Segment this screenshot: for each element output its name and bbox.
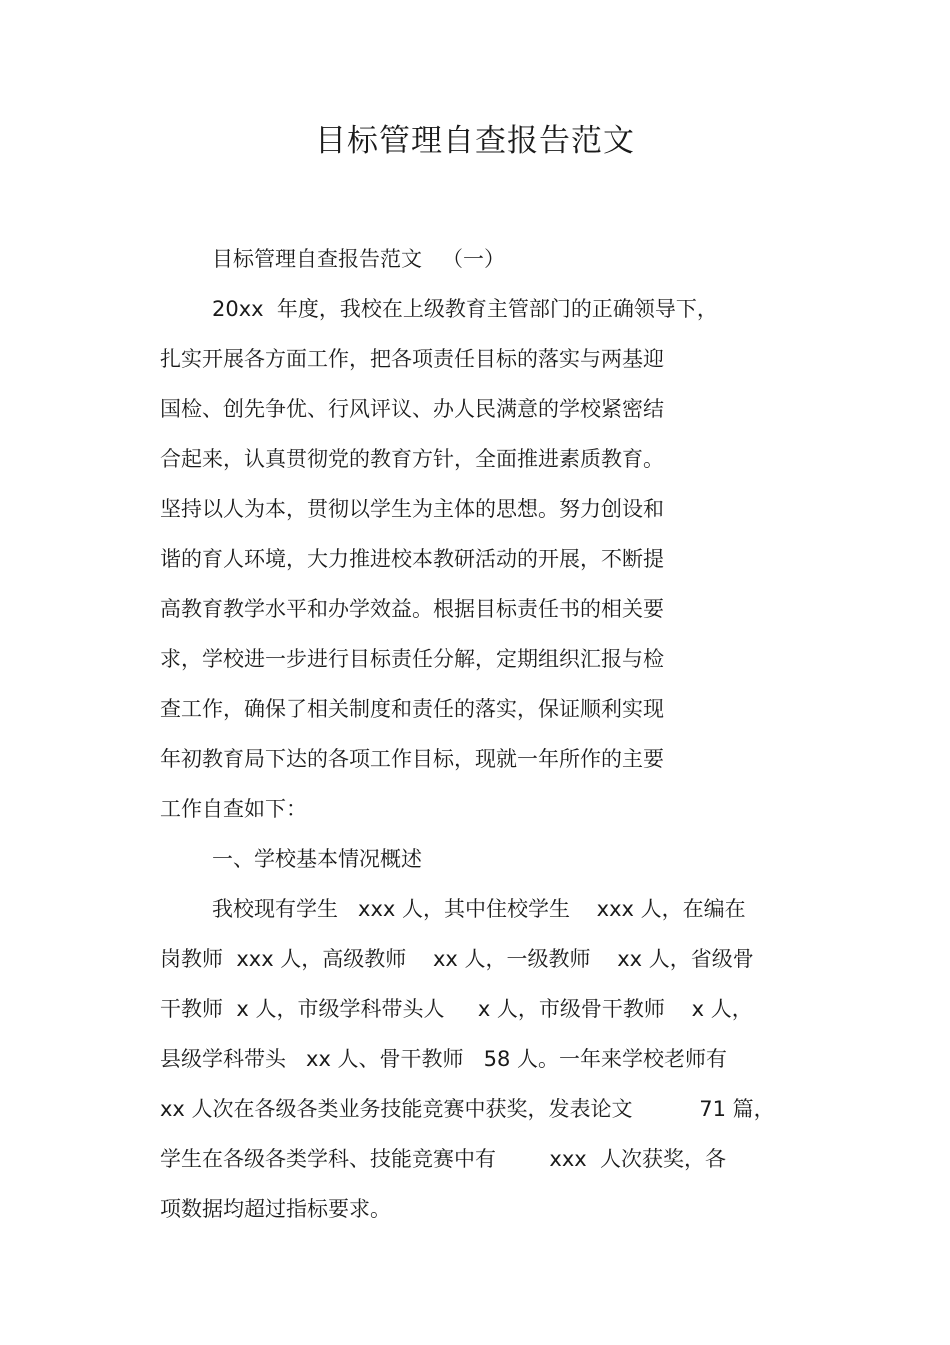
section-heading-school-overview: 一、学校基本情况概述: [212, 847, 422, 871]
paragraph-line: 学生在各级各类学科、技能竞赛中有 xxx 人次获奖，各: [160, 1147, 727, 1171]
paragraph-line: 县级学科带头 xx 人、骨干教师 58 人。一年来学校老师有: [160, 1047, 727, 1071]
paragraph-line: 坚持以人为本，贯彻以学生为主体的思想。努力创设和: [160, 497, 664, 521]
paragraph-line: 国检、创先争优、行风评议、办人民满意的学校紧密结: [160, 397, 664, 421]
paragraph-line: 年初教育局下达的各项工作目标，现就一年所作的主要: [160, 747, 664, 771]
paragraph-line: 谐的育人环境，大力推进校本教研活动的开展，不断提: [160, 547, 664, 571]
paragraph-line: 岗教师 xxx 人，高级教师 xx 人，一级教师 xx 人，省级骨: [160, 947, 754, 971]
paragraph-line: 高教育教学水平和办学效益。根据目标责任书的相关要: [160, 597, 664, 621]
paragraph-line: 工作自查如下：: [160, 797, 307, 821]
paragraph-line: 求，学校进一步进行目标责任分解，定期组织汇报与检: [160, 647, 664, 671]
paragraph-line: 20xx 年度，我校在上级教育主管部门的正确领导下，: [212, 297, 718, 321]
document-title: 目标管理自查报告范文: [315, 123, 635, 159]
paragraph-line: 合起来，认真贯彻党的教育方针，全面推进素质教育。: [160, 447, 664, 471]
paragraph-line: 我校现有学生 xxx 人，其中住校学生 xxx 人，在编在: [212, 897, 746, 921]
paragraph-line: 查工作，确保了相关制度和责任的落实，保证顺利实现: [160, 697, 664, 721]
paragraph-line: xx 人次在各级各类业务技能竞赛中获奖，发表论文 71 篇，: [160, 1097, 775, 1121]
section-heading-part-one: 目标管理自查报告范文 （一）: [212, 247, 506, 271]
paragraph-line: 干教师 x 人，市级学科带头人 x 人，市级骨干教师 x 人，: [160, 997, 753, 1021]
paragraph-line: 项数据均超过指标要求。: [160, 1197, 391, 1221]
paragraph-line: 扎实开展各方面工作，把各项责任目标的落实与两基迎: [160, 347, 664, 371]
